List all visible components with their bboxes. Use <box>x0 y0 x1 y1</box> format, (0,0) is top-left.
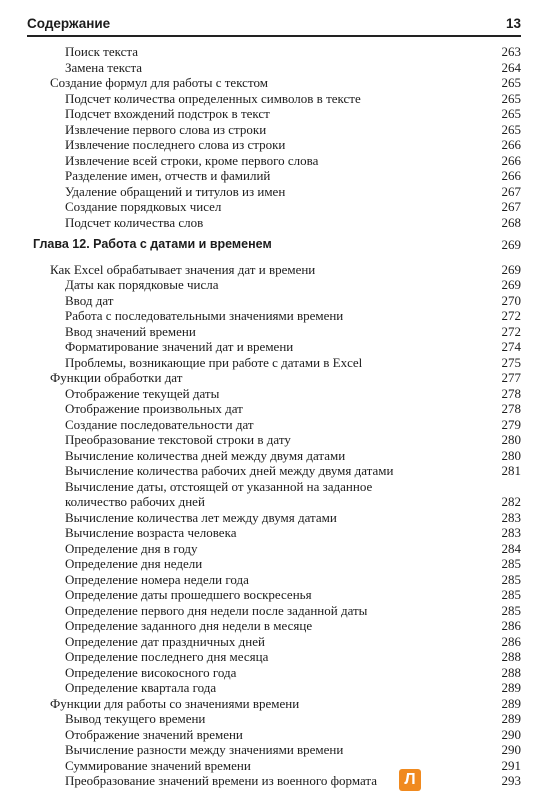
toc-entry-page: 282 <box>501 494 521 509</box>
toc-entry-title: Ввод дат <box>65 292 114 308</box>
toc-entry-page: 266 <box>501 168 521 183</box>
toc-entry <box>27 106 521 122</box>
toc-entry <box>27 711 521 727</box>
toc-entry <box>27 727 521 743</box>
toc-entry <box>27 587 521 603</box>
toc-chapter-title: Глава 12. Работа с датами и временем <box>33 237 272 251</box>
toc-entry <box>27 525 521 541</box>
toc-entry-page: 285 <box>501 587 521 602</box>
toc-entry-page: 286 <box>501 618 521 633</box>
toc-section-title: Как Excel обрабатывает значения дат и времени <box>50 261 316 277</box>
header-rule <box>27 35 521 37</box>
toc-entry-page: 263 <box>501 44 521 59</box>
spacer <box>27 230 521 237</box>
toc-entry-title: Определение номера недели года <box>65 571 249 587</box>
toc-entry <box>27 603 521 619</box>
toc-entry-page: 265 <box>501 121 521 137</box>
toc-entry-page: 289 <box>501 695 521 711</box>
toc-entry <box>27 463 521 479</box>
toc-entry <box>27 634 521 650</box>
toc-entry-title: Замена текста <box>65 59 143 75</box>
toc-entry-title: Подсчет количества слов <box>65 214 204 230</box>
toc-entry <box>27 168 521 184</box>
toc-entry-page: 278 <box>501 401 521 416</box>
toc-entry-title: Ввод значений времени <box>65 323 196 339</box>
toc-entry-title: Суммирование значений времени <box>65 757 251 773</box>
toc-entry-title: Определение заданного дня недели в месяце <box>65 618 313 633</box>
toc-entry-page: 280 <box>501 432 521 447</box>
toc-entry-title: Создание порядковых чисел <box>65 199 222 214</box>
toc-entry <box>27 448 521 464</box>
toc-entry <box>27 680 521 696</box>
toc-entry <box>27 184 521 200</box>
toc-entry-title: Форматирование значений дат и времени <box>65 339 294 354</box>
toc-entry-title: Отображение произвольных дат <box>65 401 243 416</box>
toc-entry-page: 266 <box>501 152 521 168</box>
toc-entry-title: Извлечение всей строки, кроме первого слова <box>65 152 319 168</box>
toc-entry-page: 266 <box>501 137 521 152</box>
toc-section-title: Функции для работы со значениями времени <box>50 695 300 711</box>
toc-entry-title: Создание последовательности дат <box>65 416 254 432</box>
toc-entry-title: Определение даты прошедшего воскресенья <box>65 587 312 602</box>
toc-entry <box>27 541 521 557</box>
toc-entry-page: 288 <box>501 649 521 664</box>
publisher-logo: Л <box>399 769 421 791</box>
toc-entry-page: 265 <box>501 106 521 121</box>
toc-entry-title: количество рабочих дней <box>65 494 205 509</box>
toc-entry-title: Определение високосного года <box>65 664 237 680</box>
toc-entry-page: 270 <box>501 292 521 308</box>
toc-entry <box>27 44 521 60</box>
toc-entry-title: Отображение значений времени <box>65 726 243 742</box>
toc-entry-title: Вычисление количества рабочих дней между двумя датами <box>65 463 394 478</box>
toc-entry-title: Определение дат праздничных дней <box>65 633 265 649</box>
toc-entry-title: Даты как порядковые числа <box>65 277 219 292</box>
toc-entry-page: 268 <box>501 214 521 230</box>
toc-entry-title: Определение первого дня недели после заданной даты <box>65 602 368 618</box>
toc-entry-title: Подсчет вхождений подстрок в текст <box>65 106 270 121</box>
toc-entry-title: Определение дня в году <box>65 540 198 556</box>
toc-entry-page: 284 <box>501 540 521 556</box>
toc-section <box>27 370 521 386</box>
toc-entry <box>27 386 521 402</box>
toc-entry-page: 283 <box>501 509 521 525</box>
toc-entry <box>27 215 521 231</box>
toc-section-title: Функции обработки дат <box>50 370 183 385</box>
toc-entry-title: Вычисление возраста человека <box>65 525 237 540</box>
toc-entry <box>27 758 521 774</box>
toc-entry-title: Определение квартала года <box>65 680 217 695</box>
toc-entry-title: Вывод текущего времени <box>65 711 206 726</box>
toc-entry-title: Проблемы, возникающие при работе с датами в Excel <box>65 354 363 370</box>
toc-entry-page: 280 <box>501 447 521 463</box>
toc-entry <box>27 277 521 293</box>
toc-entry-page: 293 <box>501 773 521 788</box>
toc-entry-title: Разделение имен, отчеств и фамилий <box>65 168 271 183</box>
toc-entry-page: 267 <box>501 183 521 199</box>
toc-entry-title: Определение дня недели <box>65 556 203 571</box>
toc-entry <box>27 308 521 324</box>
toc-entry-title: Работа с последовательными значениями времени <box>65 308 344 323</box>
toc-entry-page: 285 <box>501 602 521 618</box>
toc-entry-page: 289 <box>501 680 521 695</box>
toc-entry <box>27 742 521 758</box>
toc-entry-page: 274 <box>501 339 521 354</box>
toc-entry-title: Преобразование текстовой строки в дату <box>65 432 291 447</box>
toc-entry <box>27 324 521 340</box>
toc-entry-page: 285 <box>501 556 521 571</box>
toc-entry-page: 286 <box>501 633 521 649</box>
toc-entry-page: 269 <box>501 261 521 277</box>
toc-entry <box>27 432 521 448</box>
toc-entry <box>27 665 521 681</box>
toc-entry-page: 291 <box>501 757 521 773</box>
toc-entry <box>27 417 521 433</box>
toc-entry <box>27 618 521 634</box>
toc-entry <box>27 153 521 169</box>
toc-entry-title: Поиск текста <box>65 44 139 59</box>
toc-entry-page: 272 <box>501 323 521 339</box>
toc-entry-page: 269 <box>501 237 521 252</box>
toc-section-title: Создание формул для работы с текстом <box>50 75 268 90</box>
toc-entry <box>27 572 521 588</box>
toc-entry-page: 272 <box>501 308 521 323</box>
toc-entry-title: Вычисление разности между значениями времени <box>65 742 344 757</box>
toc-chapter <box>27 237 521 253</box>
toc-entry-title: Отображение текущей даты <box>65 385 220 401</box>
toc-entry-page: 269 <box>501 277 521 292</box>
toc-entry <box>27 510 521 526</box>
toc-entry <box>27 293 521 309</box>
toc-entry-page: 277 <box>501 370 521 385</box>
toc-entry-page: 281 <box>501 463 521 478</box>
toc-entry-continuation <box>27 494 521 510</box>
page-header <box>27 12 521 36</box>
toc-entry <box>27 556 521 572</box>
toc-entry-title: Подсчет количества определенных символов в тексте <box>65 90 361 106</box>
toc-entry-page: 265 <box>501 75 521 90</box>
toc-entry-page: 283 <box>501 525 521 540</box>
toc-entry <box>27 479 521 495</box>
toc-entry-page: 264 <box>501 59 521 75</box>
toc-entry-title: Определение последнего дня месяца <box>65 649 269 664</box>
toc-entry-title: Преобразование значений времени из военного формата <box>65 773 378 788</box>
toc-entry <box>27 773 521 789</box>
toc-entry <box>27 649 521 665</box>
toc-entry-title: Удаление обращений и титулов из имен <box>65 183 286 199</box>
toc-entry-page: 290 <box>501 742 521 757</box>
toc-entry-title: Вычисление количества лет между двумя датами <box>65 509 337 525</box>
toc-entry-page: 285 <box>501 571 521 587</box>
toc-entry-title: Вычисление количества дней между двумя датами <box>65 447 346 463</box>
toc-section <box>27 75 521 91</box>
toc-section <box>27 696 521 712</box>
toc-section <box>27 262 521 278</box>
toc-entry-title: Извлечение последнего слова из строки <box>65 137 286 152</box>
toc-entry-page: 289 <box>501 711 521 726</box>
toc-entry <box>27 199 521 215</box>
toc-entry <box>27 137 521 153</box>
toc-entry-page: 275 <box>501 354 521 370</box>
toc-entry-page: 267 <box>501 199 521 214</box>
toc-entry <box>27 339 521 355</box>
toc-entry <box>27 60 521 76</box>
toc-entry-page: 278 <box>501 385 521 401</box>
toc-entry-page: 279 <box>501 416 521 432</box>
toc-entry <box>27 122 521 138</box>
toc-entry <box>27 91 521 107</box>
toc-entry-page: 290 <box>501 726 521 742</box>
toc-entry <box>27 355 521 371</box>
toc-entry-title: Вычисление даты, отстоящей от указанной на заданное <box>65 478 373 494</box>
running-title: Содержание <box>27 16 111 31</box>
page-number: 13 <box>505 16 521 31</box>
toc-entry-page: 265 <box>501 90 521 106</box>
table-of-contents <box>27 44 521 789</box>
toc-entry-page: 288 <box>501 664 521 680</box>
toc-entry-title: Извлечение первого слова из строки <box>65 121 267 137</box>
toc-entry <box>27 401 521 417</box>
spacer <box>27 253 521 262</box>
